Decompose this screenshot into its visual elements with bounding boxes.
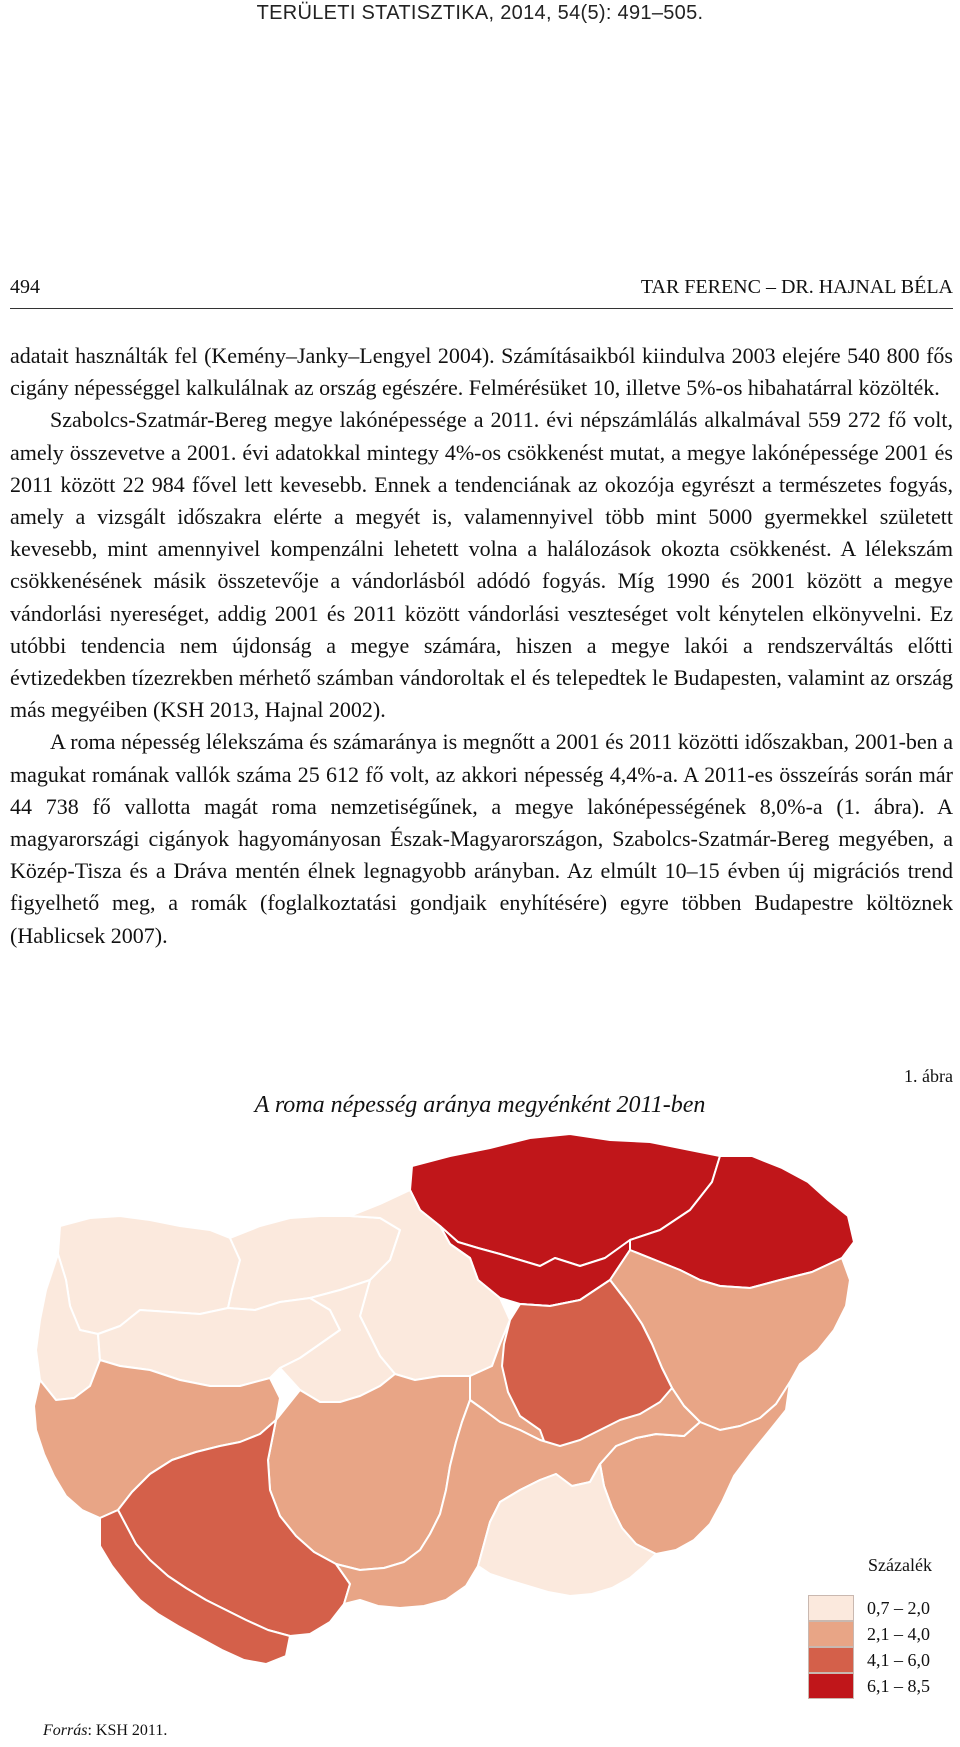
running-header — [10, 276, 953, 309]
journal-header: TERÜLETI STATISZTIKA, 2014, 54(5): 491–505. — [256, 2, 704, 24]
legend-item — [808, 1621, 930, 1647]
legend-label: 6,1 – 8,5 — [867, 1675, 930, 1696]
legend-swatch — [808, 1647, 854, 1673]
legend-item — [808, 1595, 930, 1621]
authors: TAR FERENC – DR. HAJNAL BÉLA — [640, 276, 953, 298]
figure-source — [43, 1722, 167, 1740]
page-number: 494 — [10, 276, 40, 298]
paragraph: A roma népesség lélekszáma és számaránya is megnőtt a 2001 és 2011 közötti időszakban, 2001-ben a magukat romának vallók száma 25 612 fő volt, az akkori népesség 4,4%-a. A 2011-es összeírás során már 44 738 fő vallotta magát roma nemzetiségűnek, a megye lakónépességének 8,0%-a (1. ábra). A magyarországi cigányok hagyományosan Észak-Magyarországon, Szabolcs-Szatmár-Bereg megyében, a Közép-Tisza és a Dráva mentén élnek legnagyobb arányban. Az elmúlt 10–15 évben új migrációs trend figyelhető meg, a romák (foglalkoztatási gondjaik enyhítésére) egyre többen Budapestre költöznek (Hablicsek 2007). — [10, 729, 953, 948]
legend-label: 0,7 – 2,0 — [867, 1597, 930, 1618]
legend-label: 2,1 – 4,0 — [867, 1623, 930, 1644]
body-text — [10, 340, 953, 952]
legend-label: 4,1 – 6,0 — [867, 1649, 930, 1670]
source-text: : KSH 2011. — [87, 1722, 168, 1739]
source-prefix: Forrás — [43, 1722, 88, 1739]
legend-item — [808, 1647, 930, 1673]
legend-swatch — [808, 1673, 854, 1699]
legend-title: Százalék — [868, 1555, 932, 1575]
paragraph: Szabolcs-Szatmár-Bereg megye lakónépessége a 2011. évi népszámlálás alkalmával 559 272 fő volt, amely összevetve a 2001. évi adatokkal mintegy 4%-os csökkenést mutat, a megye lakónépessége 2001 és 2011 között 22 984 fővel lett kevesebb. Ennek a tendenciának az okozója egyrészt a természetes fogyás, amely a vizsgált időszakra elérte a megyét is, valamennyivel több mint 5000 gyermekkel született kevesebb, mint amennyivel kompenzálni lehetett volna a halálozások okozta csökkenést. A lélekszám csökkenésének másik összetevője a vándorlásból adódó fogyás. Míg 1990 és 2001 között a megye vándorlási nyereséget, addig 2001 és 2011 között vándorlási veszteséget volt kénytelen elkönyvelni. Ez utóbbi tendencia nem újdonság a megye számára, hiszen a megye lakói a rendszerváltás előtti évtizedekben tízezrekben mérhető számban vándoroltak el és telepedtek le Budapesten, valamint az ország más megyéiben (KSH 2013, Hajnal 2002). — [10, 407, 953, 723]
legend-swatch — [808, 1595, 854, 1621]
map-legend — [808, 1595, 930, 1699]
paragraph: adatait használták fel (Kemény–Janky–Lengyel 2004). Számításaikból kiindulva 2003 elejére 540 800 fős cigány népességgel kalkulálnak az ország egészére. Felmérésüket 10, illetve 5%-os hibahatárral közölték. — [10, 343, 953, 401]
legend-swatch — [808, 1621, 854, 1647]
figure-number: 1. ábra — [904, 1066, 953, 1086]
figure-title: A roma népesség aránya megyénként 2011-ben — [254, 1092, 706, 1118]
legend-item — [808, 1673, 930, 1699]
